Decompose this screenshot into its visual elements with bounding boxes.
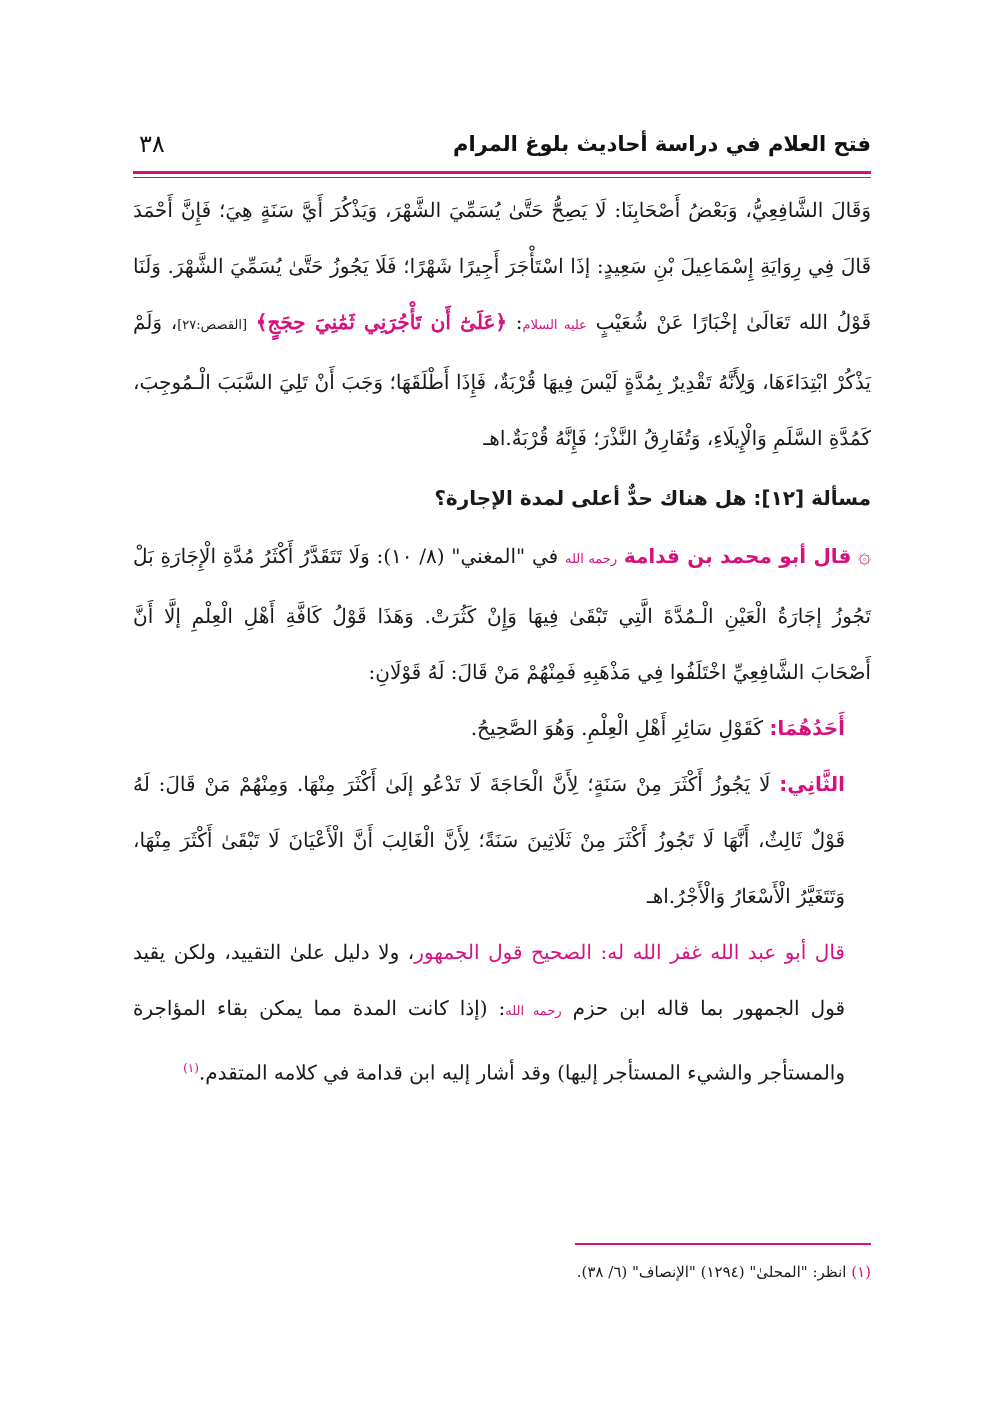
author-label: قال أبو عبد الله غفر الله له: الصحيح قول الجمهور — [414, 940, 845, 964]
quran-verse: ﴿عَلَىٰٓ أَن تَأْجُرَنِي ثَمَٰنِيَ حِجَجٍ﴾ — [255, 310, 508, 334]
honorific-peace: عليه السلام — [522, 318, 587, 333]
scholar-name: قال أبو محمد بن قدامة — [623, 544, 852, 568]
opinion-second — [133, 756, 871, 924]
issue-heading: مسألة [١٢]: هل هناك حدٌّ أعلى لمدة الإجارة؟ — [434, 486, 871, 510]
paragraph-text: وَقَالَ الشَّافِعِيُّ، وَبَعْضُ أَصْحَابِنَا: لَا يَصِحُّ حَتَّىٰ يُسَمِّيَ الشَّهْرَ، وَيَذْكُرَ أَيَّ سَنَةٍ هِيَ؛ فَإِنَّ أَحْمَدَ قَالَ فِي رِوَايَةِ إِسْمَاعِيلَ بْنِ سَعِيدٍ: إذَا اسْتَأْجَرَ أَجِيرًا شَهْرًا؛ فَلَا يَجُوزُ حَتَّىٰ يُسَمِّيَ الشَّهْرَ. وَلَنَا قَوْلُ الله تَعَالَىٰ إخْبَارًا عَنْ شُعَيْبٍ — [133, 198, 872, 334]
footnote-number: (١) — [851, 1263, 871, 1281]
opinion-label: أَحَدُهُمَا: — [769, 716, 845, 740]
footnote-marker[interactable]: (١) — [183, 1061, 199, 1075]
honorific-rahimahullah: رحمه الله — [505, 1004, 562, 1019]
footnote-rule — [575, 1243, 871, 1245]
book-title: فتح العلام في دراسة أحاديث بلوغ المرام — [453, 132, 871, 156]
paragraph-marker-icon: ۞ — [858, 544, 872, 569]
opinion-text: لَا يَجُوزُ أَكْثَرَ مِنْ سَنَةٍ؛ لِأَنَّ الْحَاجَةَ لَا تَدْعُو إلَىٰ أَكْثَرَ مِنْهَا. وَمِنْهُمْ مَنْ قَالَ: لَهُ قَوْلٌ ثَالِثٌ، أَنَّهَا لَا تَجُوزُ أَكْثَرَ مِنْ ثَلَاثِينَ سَنَةً؛ لِأَنَّ الْغَالِبَ أَنَّ الْأَعْيَانَ لَا تَبْقَىٰ أَكْثَرَ مِنْهَا، وَتَتَغَيَّرُ الْأَسْعَارُ وَالْأَجْرُ.اهـ — [133, 772, 845, 908]
footnote — [133, 1258, 871, 1286]
opinion-text: كَقَوْلِ سَائِرِ أَهْلِ الْعِلْمِ. وَهُوَ الصَّحِيحُ. — [470, 716, 764, 740]
paragraph-shafii: وَقَالَ الشَّافِعِيُّ، وَبَعْضُ أَصْحَابِنَا: لَا يَصِحُّ حَتَّىٰ يُسَمِّيَ الشَّهْرَ، وَيَذْكُرَ أَيَّ سَنَةٍ هِيَ؛ فَإِنَّ أَحْمَدَ قَالَ فِي رِوَايَةِ إِسْمَاعِيلَ بْنِ سَعِيدٍ: إذَا اسْتَأْجَرَ أَجِيرًا شَهْرًا؛ فَلَا يَجُوزُ حَتَّىٰ يُسَمِّيَ الشَّهْرَ. وَلَنَا قَوْلُ الله تَعَالَىٰ إخْبَارًا عَنْ شُعَيْبٍ عليه السلام: ﴿عَلَىٰٓ أَن تَأْجُرَنِي ثَمَٰنِيَ حِجَجٍ﴾ [القصص:٢٧]، وَلَمْ يَذْكُرْ ابْتِدَاءَهَا، وَلِأَنَّهُ تَقْدِيرٌ بِمُدَّةٍ لَيْسَ فِيهَا قُرْبَةٌ، فَإِذَا أَطْلَقَهَا؛ وَجَبَ أَنْ تَلِيَ السَّبَبَ الْـمُوجِبَ، كَمُدَّةِ السَّلَمِ وَالْإِيلَاءِ، وَتُفَارِقُ النَّذْرَ؛ فَإِنَّهُ قُرْبَةٌ.اهـ — [133, 198, 872, 450]
opinion-label: الثَّانِي: — [779, 772, 846, 796]
author-comment — [133, 924, 871, 1101]
quran-reference: [القصص:٢٧] — [177, 318, 248, 333]
paragraph-ibn-qudamah — [133, 528, 871, 700]
comment-text: : (إذا كانت المدة مما يمكن بقاء المؤاجرة والمستأجر والشيء المستأجر إليها) وقد أشار إليه ابن قدامة في كلامه المتقدم. — [133, 996, 845, 1085]
paragraph-text: في "المغني" (٨/ ١٠): وَلَا تَتَقَدَّرُ أَكْثَرُ مُدَّةِ الْإِجَارَةِ بَلْ تَجُوزُ إجَارَةُ الْعَيْنِ الْـمُدَّةَ الَّتِي تَبْقَىٰ فِيهَا وَإِنْ كَثُرَتْ. وَهَذَا قَوْلُ كَافَّةِ أَهْلِ الْعِلْمِ إلَّا أَنَّ أَصْحَابَ الشَّافِعِيِّ اخْتَلَفُوا فِي مَذْهَبِهِ فَمِنْهُمْ مَنْ قَالَ: لَهُ قَوْلَانِ: — [133, 544, 872, 684]
comment-text: ، ولا دليل علىٰ التقييد، ولكن يقيد قول الجمهور بما قاله ابن حزم — [133, 940, 846, 1020]
footnote-text: انظر: "المحلىٰ" (١٢٩٤) "الإنصاف" (٦/ ٣٨). — [576, 1263, 847, 1281]
header-rule-thin — [133, 177, 871, 178]
running-header — [133, 128, 871, 168]
opinion-first — [133, 700, 871, 756]
header-rule-thick — [133, 171, 871, 174]
paragraph-text: ، وَلَمْ يَذْكُرْ ابْتِدَاءَهَا، وَلِأَنَّهُ تَقْدِيرٌ بِمُدَّةٍ لَيْسَ فِيهَا قُرْبَةٌ، فَإِذَا أَطْلَقَهَا؛ وَجَبَ أَنْ تَلِيَ السَّبَبَ الْـمُوجِبَ، كَمُدَّةِ السَّلَمِ وَالْإِيلَاءِ، وَتُفَارِقُ النَّذْرَ؛ فَإِنَّهُ قُرْبَةٌ.اهـ — [133, 310, 871, 450]
honorific-rahimahullah: رحمه الله — [564, 552, 618, 567]
page-body — [133, 182, 871, 1101]
page-number: ٣٨ — [139, 130, 165, 158]
